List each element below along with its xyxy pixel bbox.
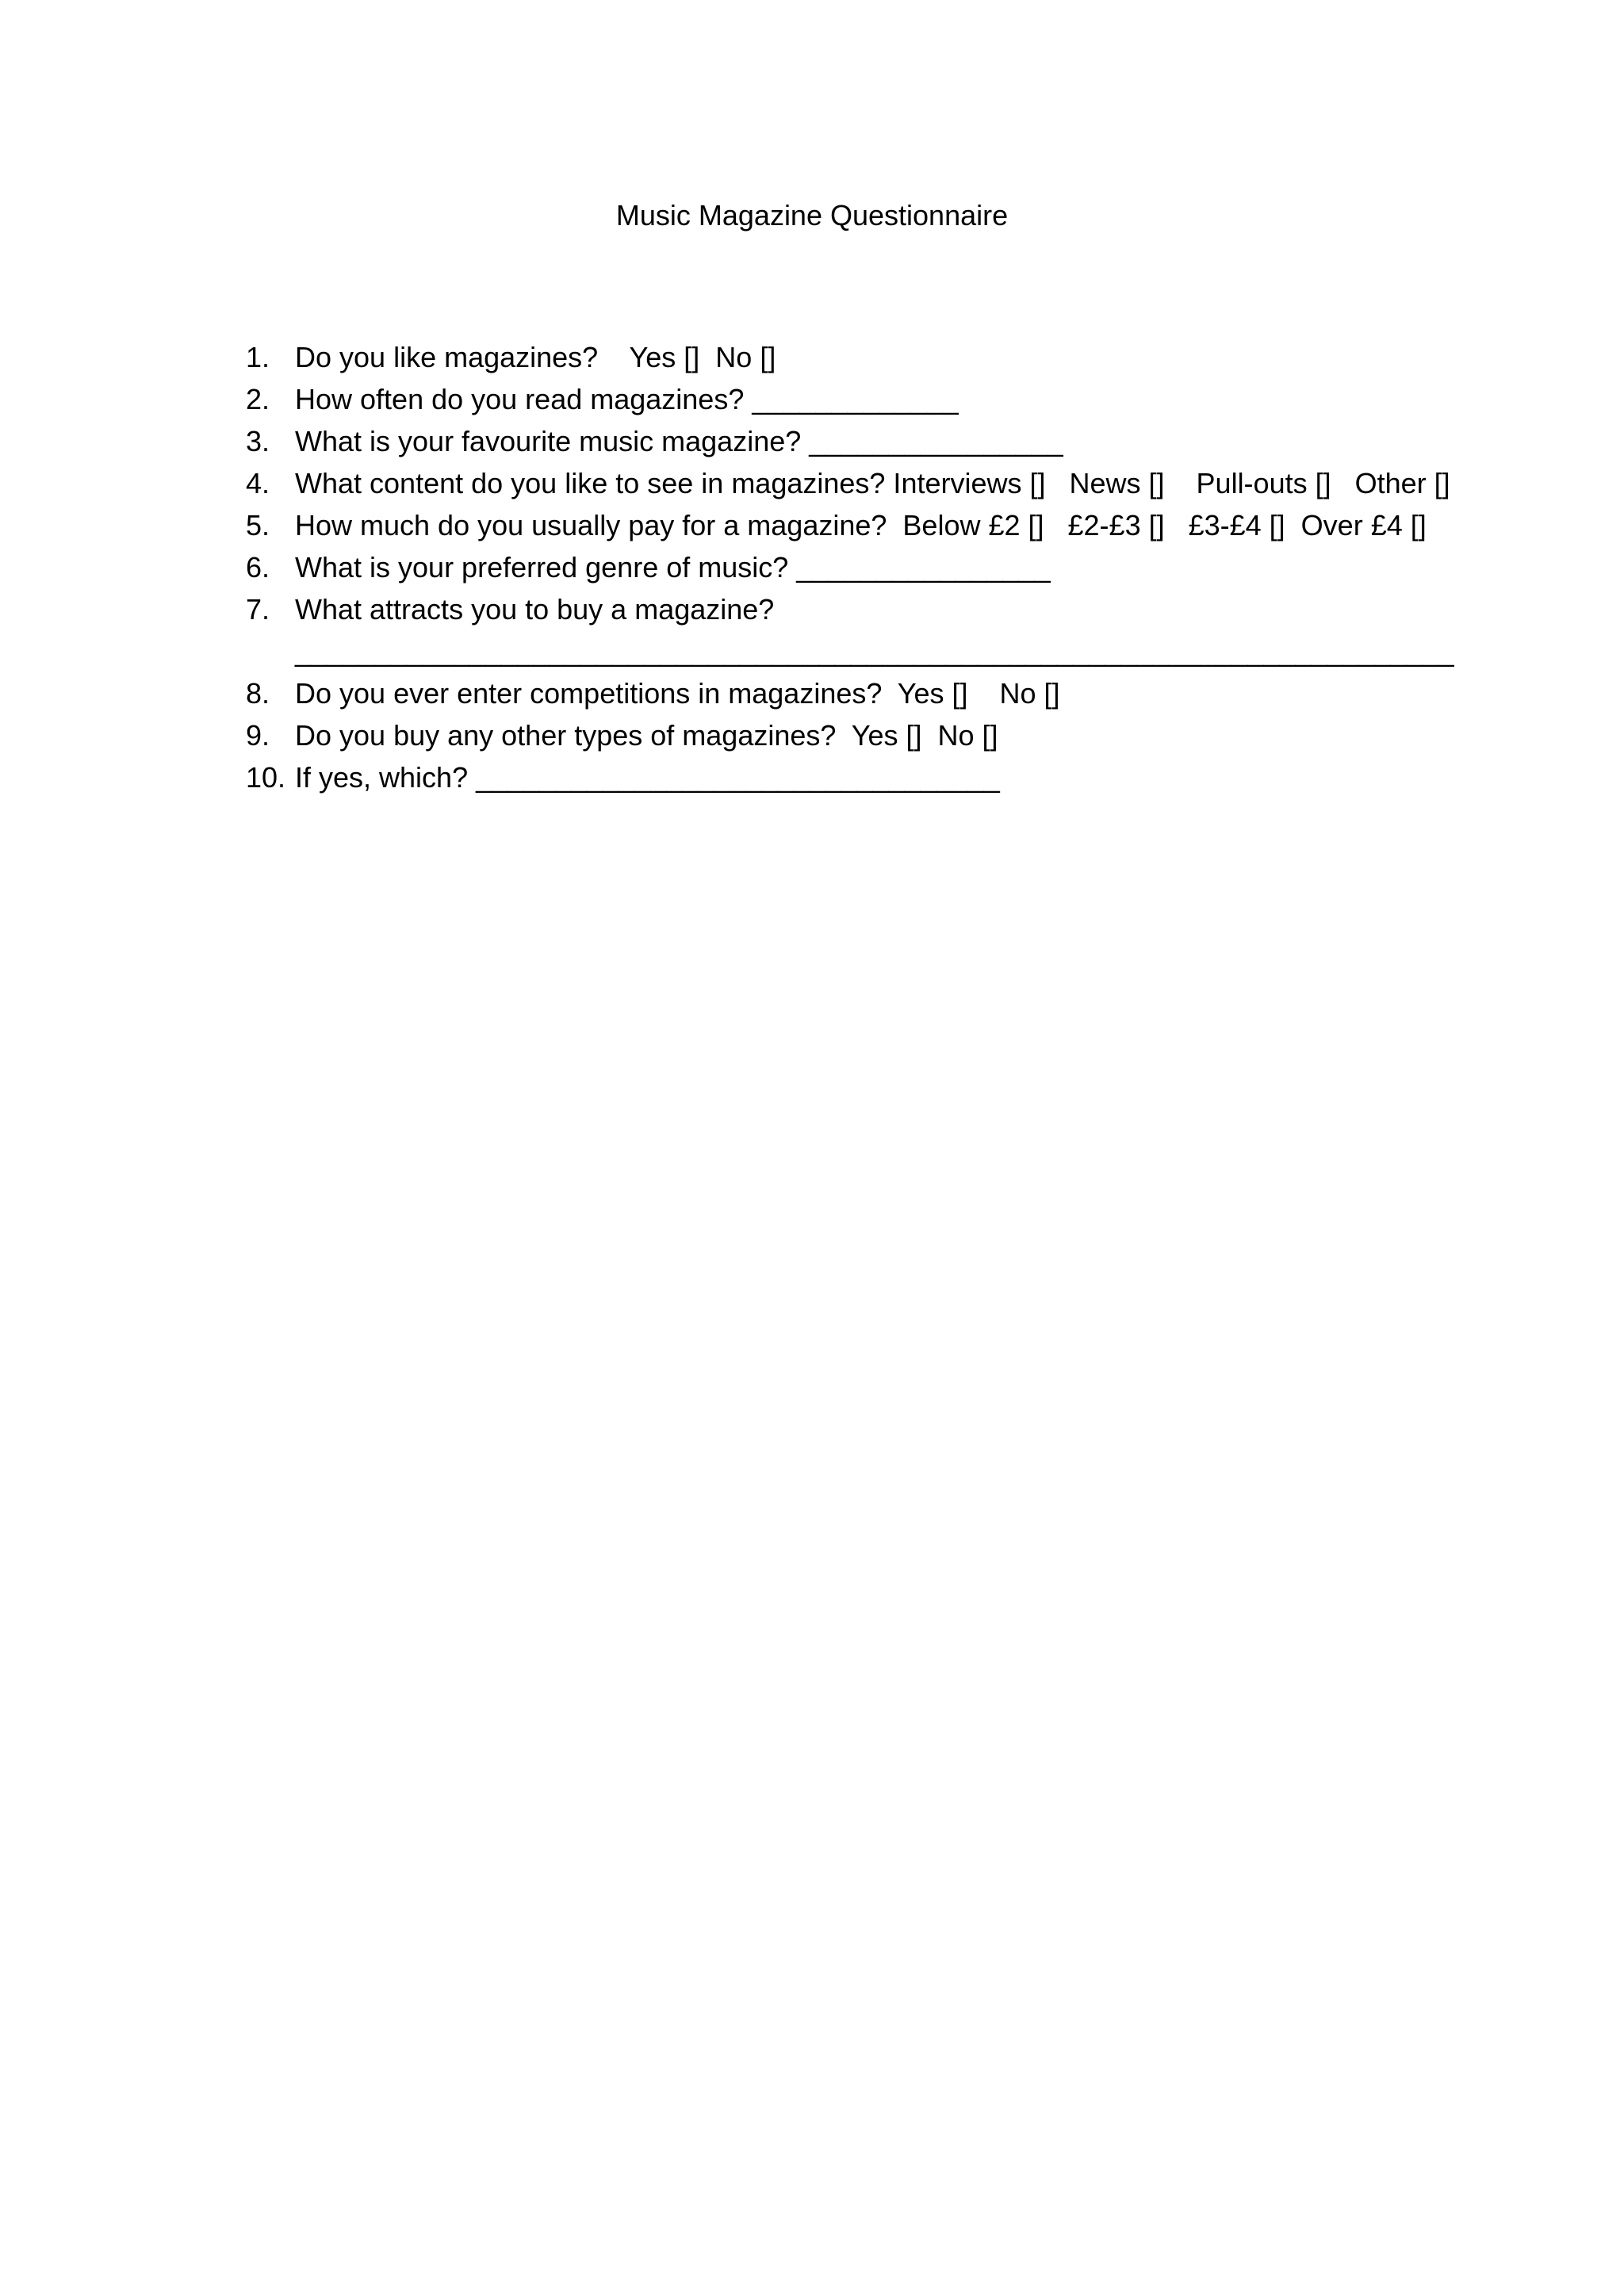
question-number: 9. xyxy=(246,719,270,752)
answer-line[interactable]: _________________________________________________________________________ xyxy=(295,635,1454,668)
question-number: 1. xyxy=(246,341,270,373)
question-item xyxy=(246,756,1594,798)
page-title: Music Magazine Questionnaire xyxy=(615,199,1009,232)
question-text: What attracts you to buy a magazine? xyxy=(295,593,775,626)
question-number: 3. xyxy=(246,425,270,457)
question-text: Do you like magazines? Yes [] No [] xyxy=(295,341,776,373)
question-text: What is your favourite music magazine? ________________ xyxy=(295,425,1063,457)
question-item xyxy=(246,336,1594,378)
question-text: How often do you read magazines? _____________ xyxy=(295,383,959,415)
question-item xyxy=(246,672,1594,714)
question-number: 10. xyxy=(246,761,286,794)
question-number: 5. xyxy=(246,509,270,541)
question-item xyxy=(246,588,1594,672)
question-item xyxy=(246,504,1594,546)
question-text: If yes, which? _________________________________ xyxy=(295,761,1000,794)
question-item xyxy=(246,420,1594,462)
question-text: Do you ever enter competitions in magazines? Yes [] No [] xyxy=(295,677,1060,710)
question-text: What content do you like to see in magazines? Interviews [] News [] Pull-outs [] Other [] xyxy=(295,467,1450,499)
question-text: Do you buy any other types of magazines? Yes [] No [] xyxy=(295,719,998,752)
question-item xyxy=(246,546,1594,588)
question-item xyxy=(246,462,1594,504)
question-number: 6. xyxy=(246,551,270,584)
question-item xyxy=(246,378,1594,420)
question-number: 2. xyxy=(246,383,270,415)
question-text: What is your preferred genre of music? ________________ xyxy=(295,551,1051,584)
question-number: 8. xyxy=(246,677,270,710)
question-number: 4. xyxy=(246,467,270,499)
question-text: How much do you usually pay for a magazine? Below £2 [] £2-£3 [] £3-£4 [] Over £4 [] xyxy=(295,509,1427,541)
question-item xyxy=(246,714,1594,756)
question-number: 7. xyxy=(246,593,270,626)
question-list xyxy=(246,336,1594,798)
